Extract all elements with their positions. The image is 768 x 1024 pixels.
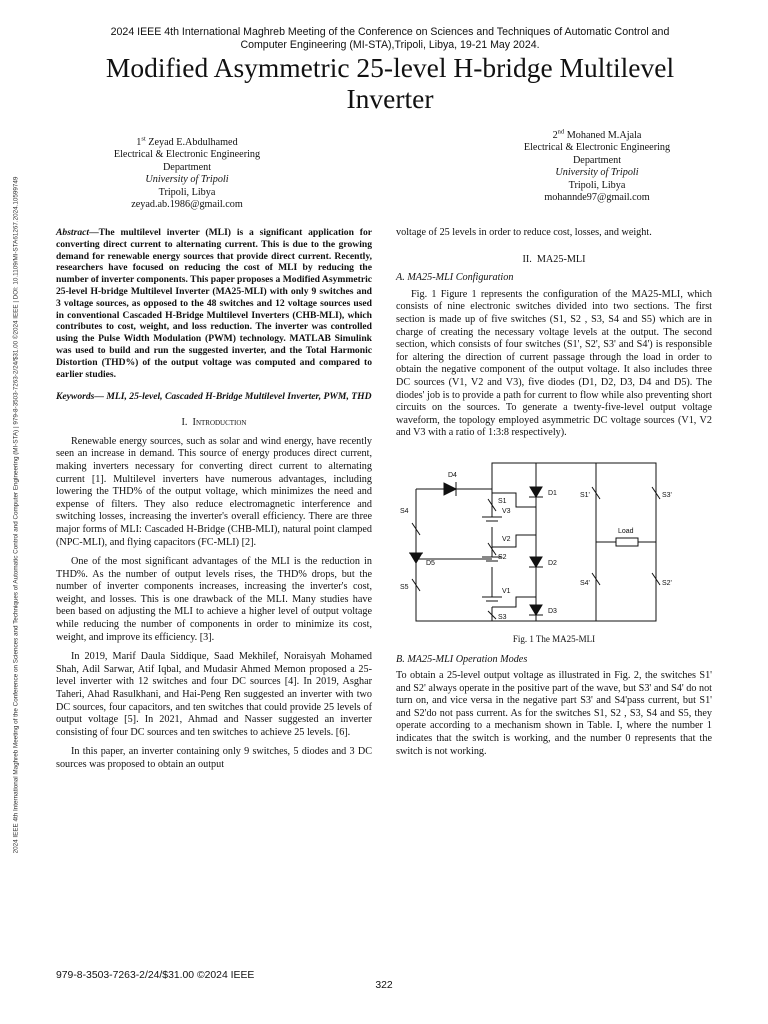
author-2-dept2: Department <box>572 154 622 166</box>
label-load: Load <box>618 527 634 535</box>
left-column <box>56 227 372 779</box>
author-2-email: mohannde97@gmail.com <box>544 192 650 204</box>
author-1-university: University of Tripoli <box>145 174 229 186</box>
author-2-name: 2nd Mohaned M.Ajala <box>552 128 642 141</box>
label-d2: D2 <box>548 559 557 567</box>
page-number: 322 <box>375 980 393 991</box>
figure-1-caption: Fig. 1 The MA25-MLI <box>512 633 596 644</box>
intro-paragraph-3: In 2019, Marif Daula Siddique, Saad Mekhilef, Noraisyah Mohamed Shah, Adil Sarwar, Atif Iqbal, and Mudasir Ahmed Memon proposed a 25-level inverter with 12 switches and four DC sources [4]. In 2019, Asghar Taheri, Ahad Rasulkhani, and Hai-Peng Ren suggested an inverter with two DC sources, four capacitors, and ten switches that could provide 25 levels of output voltage [5]. In 2021, Ahmad and Nasser suggested an inverter consisting of four DC sources and ten switches to achieve 25 levels. [6]. <box>56 651 372 738</box>
author-1-name: 1st Zeyad E.Abdulhamed <box>136 135 238 148</box>
label-d3: D3 <box>548 607 557 615</box>
author-2-university: University of Tripoli <box>555 167 639 179</box>
label-v3: V3 <box>502 507 511 515</box>
label-s2p: S2' <box>662 579 672 587</box>
abstract-label: Abstract <box>56 227 90 238</box>
figure-1 <box>396 447 712 629</box>
conference-header <box>40 26 740 52</box>
config-paragraph: Fig. 1 Figure 1 represents the configuration of the MA25-MLI, which consists of nine electronic switches divided into two sections. The first section is made up of five switches (S1, S2 , S3, S4 and S5) which are in charge of creating the necessary voltage levels at the output. The second section, which consists of four switches (S1', S2', S3' and S4') is responsible for altering the direction of current passage through the load in order to obtain the negative component of the output voltage. It also includes three DC sources (V1, V2 and V3), five diodes (D1, D2, D3, D4 and D5). The diodes' job is to provide a path for current to flow while also preventing short circuits on the sources. To generate a twenty-five-level output voltage waveform, the topology employed asymmetric DC voltage sources (V1, V2 and V3 with a ratio of 1:3:8 respectively). <box>396 288 712 439</box>
footer-isbn: 979-8-3503-7263-2/24/$31.00 ©2024 IEEE <box>56 970 255 981</box>
author-2-city: Tripoli, Libya <box>568 179 626 191</box>
author-1-city: Tripoli, Libya <box>158 186 216 198</box>
right-column <box>396 227 712 765</box>
label-v1: V1 <box>502 587 511 595</box>
section-1-heading: I. Introduction <box>181 417 247 429</box>
label-v2: V2 <box>502 535 511 543</box>
author-1-email: zeyad.ab.1986@gmail.com <box>131 199 243 211</box>
author-1-dept: Electrical & Electronic Engineering <box>113 149 261 161</box>
intro-paragraph-2: One of the most significant advantages of the MLI is the reduction in THD%. As the number of output levels rises, the THD% drops, but the number of inverter components increases, increasing the inverter's cost, weight, and losses. This is one drawback of the MLI. Many studies have been based on adjusting the MLI to achieve a higher level of output voltage while reducing the number of components in order to minimize its cost, weight, and improve its efficiency. [3]. <box>56 556 372 643</box>
label-s3p: S3' <box>662 491 672 499</box>
label-s5: S5 <box>400 583 409 591</box>
title-line-2: Inverter <box>346 83 434 114</box>
conference-line-1: 2024 IEEE 4th International Maghreb Meeting of the Conference on Sciences and Techniques of Automatic Control and <box>110 26 670 38</box>
label-s3: S3 <box>498 613 507 621</box>
author-1-block <box>72 137 302 211</box>
circuit-diagram <box>396 447 712 629</box>
label-s1p: S1' <box>580 491 590 499</box>
label-s4: S4 <box>400 507 409 515</box>
conference-line-2: Computer Engineering (MI-STA),Tripoli, Libya, 19-21 May 2024. <box>240 39 540 51</box>
right-paragraph-0: voltage of 25 levels in order to reduce cost, losses, and weight. <box>396 227 652 238</box>
section-2-heading: II. MA25-MLI <box>522 253 586 265</box>
author-2-block <box>482 130 712 204</box>
intro-paragraph-1: Renewable energy sources, such as solar and wind energy, have recently seen an increase in demand. This source of energy produces direct current, making inverters necessary for converting direct current to alternating current [1]. Multilevel inverters have numerous advantages, including lowering the THD% of the output voltage, which minimizes the need and expense of filters. They also reduce electromagnetic interference and switching losses, increasing the inverter's overall efficiency. There are three major forms of MLI: Cascaded H-Bridge (CHB-MLI), natural point clamped (NPC-MLI), and flying capacitors (FC-MLI) [2]. <box>56 435 372 548</box>
label-s4p: S4' <box>580 579 590 587</box>
author-1-dept2: Department <box>162 161 212 173</box>
subsection-b-heading: B. MA25-MLI Operation Modes <box>396 653 528 665</box>
paper-title <box>40 52 740 114</box>
modes-paragraph: To obtain a 25-level output voltage as illustrated in Fig. 2, the switches S1' and S2' always operate in the positive part of the wave, but S3' and S4' do not turn on, and vice versa in the negative part S3' and S4'pass current, but S1' and S2'do not pass current. As for the switches S1, S2 , S3, S4 and S5, they operate according to a mechanism shown in Table. I, where the number 1 indicates that the switch is working, and the number 0 represents that the switch is not working. <box>396 670 712 757</box>
author-2-dept: Electrical & Electronic Engineering <box>523 142 671 154</box>
title-line-1: Modified Asymmetric 25-level H-bridge Multilevel <box>105 52 675 83</box>
label-d5: D5 <box>426 559 435 567</box>
abstract <box>56 227 372 380</box>
abstract-text: —The multilevel inverter (MLI) is a significant application for converting direct current to alternating current. This is due to the growing demand for renewable energy sources that provide direct current. Recently, researchers have focused on reducing the cost of MLI by reducing the number of inverter components. This paper proposes a Modified Asymmetric 25-level H-bridge Multilevel Inverter (MA25-MLI) with only 9 switches and 3 voltage sources, as opposed to the 48 switches and 12 voltage sources used in conventional Cascaded H-Bridge Multilevel Inverters (CHB-MLI), which contributes to cost, weight, and loss reduction. The inverter was controlled using the Pulse Width Modulation (PWM) technology. MATLAB Simulink was used to build and run the suggested inverter, and the Total Harmonic Distortion (THD%) of the output voltage was computed and compared to earlier studies. <box>56 227 372 380</box>
sidebar-citation-text: 2024 IEEE 4th International Maghreb Meeting of the Conference on Sciences and Techniques of Automatic Control and Computer Engineering (MI-STA) | 979-8-3503-7263-2/24/$31.00 ©2024 IEEE | DOI: 10.1109/MI-STA61267.2024.10599749 <box>12 176 20 854</box>
label-d1: D1 <box>548 489 557 497</box>
label-d4: D4 <box>448 471 457 479</box>
label-s1: S1 <box>498 497 507 505</box>
keywords: Keywords— MLI, 25-level, Cascaded H-Bridge Multilevel Inverter, PWM, THD <box>56 391 372 403</box>
label-s2: S2 <box>498 553 507 561</box>
intro-paragraph-4: In this paper, an inverter containing only 9 switches, 5 diodes and 3 DC sources was proposed to obtain an output <box>56 746 372 770</box>
subsection-a-heading: A. MA25-MLI Configuration <box>396 272 514 284</box>
sidebar-citation <box>6 30 26 1000</box>
